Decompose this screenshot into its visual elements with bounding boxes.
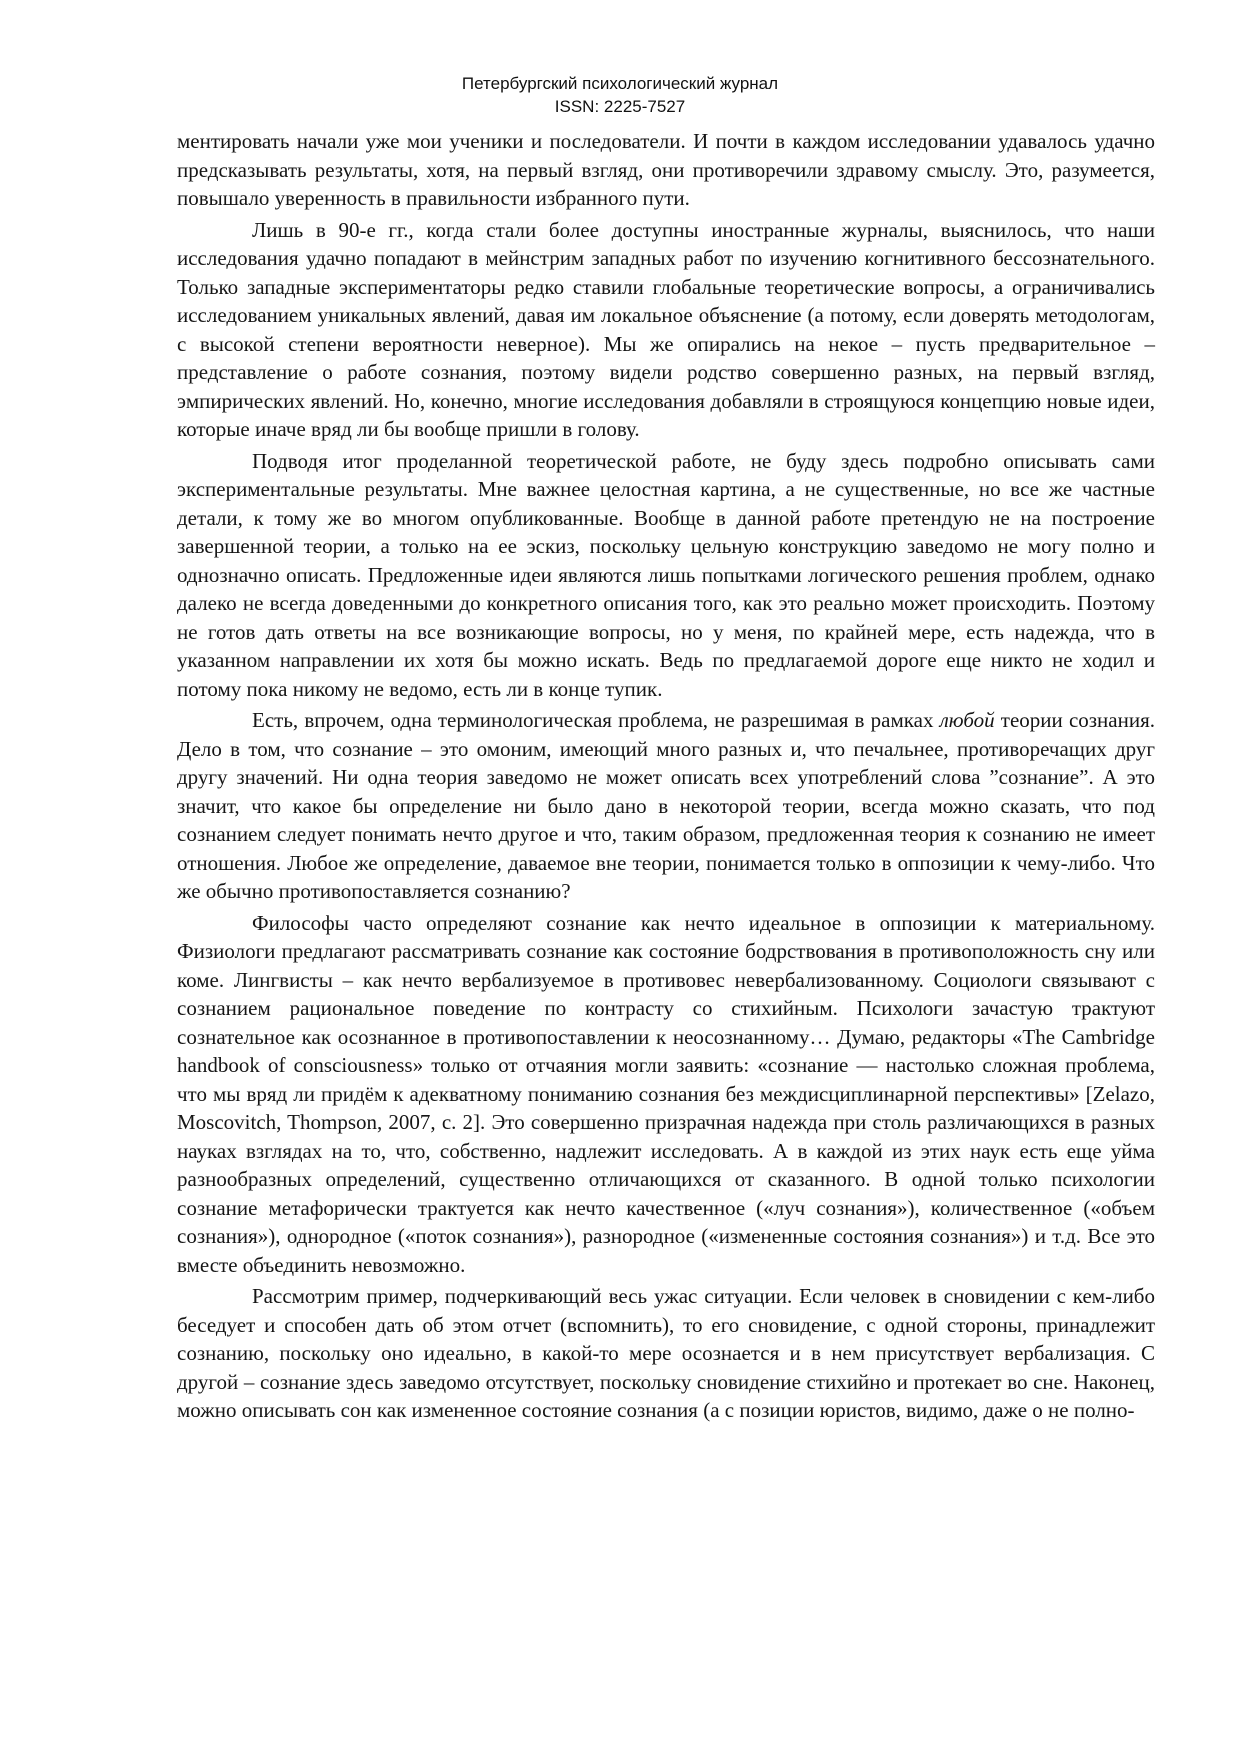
paragraph-continuation: ментировать начали уже мои ученики и последователи. И почти в каждом исследовании удавалось удачно предсказывать результаты, хотя, на первый взгляд, они противоречили здравому смыслу. Это, разумеется, повышало уверенность в правильности избранного пути. — [177, 129, 1155, 210]
running-header — [0, 72, 1240, 118]
paragraph-text-after: теории сознания. Дело в том, что сознание – это омоним, имеющий много разных и, что печальнее, противоречащих друг другу значений. Ни одна теория заведомо не может описать всех употреблений слова ”сознание”. А это значит, что какое бы определение ни было дано в некоторой теории, всегда можно сказать, что под сознанием следует понимать нечто другое и что, таким образом, предложенная теория к сознанию не имеет отношения. Любое же определение, даваемое вне теории, понимается только в оппозиции к чему-либо. Что же обычно противопоставляется сознанию? — [177, 708, 1156, 903]
paragraph-theoretical-summary: Подводя итог проделанной теоретической работе, не буду здесь подробно описывать сами экспериментальные результаты. Мне важнее целостная картина, а не существенные, но все же частные детали, к тому же во многом опубликованные. Вообще в данной работе претендую не на построение завершенной теории, а только на ее эскиз, поскольку цельную конструкцию заведомо не могу полно и однозначно описать. Предложенные идеи являются лишь попытками логического решения проблем, однако далеко не всегда доведенными до конкретного описания того, как это реально может происходить. Поэтому не готов дать ответы на все возникающие вопросы, но у меня, по крайней мере, есть надежда, что в указанном направлении их хотя бы можно искать. Ведь по предлагаемой дороге еще никто не ходил и потому пока никому не ведомо, есть ли в конце тупик. — [177, 448, 1155, 701]
paragraph-dream-example: Рассмотрим пример, подчеркивающий весь ужас ситуации. Если человек в сновидении с кем-либо беседует и способен дать об этом отчет (вспомнить), то его сновидение, с одной стороны, принадлежит сознанию, поскольку оно идеально, в какой-то мере осознается и в нем присутствует вербализация. С другой – сознание здесь заведомо отсутствует, поскольку сновидение стихийно и протекает во сне. Наконец, можно описывать сон как измененное состояние сознания (а с позиции юристов, видимо, даже о не полно- — [177, 1284, 1155, 1422]
paragraph-terminology-problem — [177, 706, 1155, 906]
emphasis-word: любой — [939, 708, 995, 732]
paragraph-text-before: Есть, впрочем, одна терминологическая проблема, не разрешимая в рамках — [252, 708, 940, 732]
paragraph-western-research: Лишь в 90-е гг., когда стали более доступны иностранные журналы, выяснилось, что наши исследования удачно попадают в мейнстрим западных работ по изучению когнитивного бессознательного. Только западные экспериментаторы редко ставили глобальные теоретические вопросы, а ограничивались исследованием уникальных явлений, давая им локальное объяснение (а потому, если доверять методологам, с высокой степени вероятности неверное). Мы же опирались на некое – пусть предварительное – представление о работе сознания, поэтому видели родство совершенно разных, на первый взгляд, эмпирических явлений. Но, конечно, многие исследования добавляли в строящуюся концепцию новые идеи, которые иначе вряд ли бы вообще пришли в голову. — [177, 217, 1155, 441]
article-body — [177, 127, 1155, 1425]
paragraph-definitions: Философы часто определяют сознание как нечто идеальное в оппозиции к материальному. Физиологи предлагают рассматривать сознание как состояние бодрствования в противоположность сну или коме. Лингвисты – как нечто вербализуемое в противовес невербализованному. Социологи связывают с сознанием рациональное поведение по контрасту со стихийным. Психологи зачастую трактуют сознательное как осознанное в противопоставлении к неосознанному… Думаю, редакторы «The Cambridge handbook of consciousness» только от отчаяния могли заявить: «сознание — настолько сложная проблема, что мы вряд ли придём к адекватному пониманию сознания без междисциплинарной перспективы» [Zelazo, Moscovitch, Thompson, 2007, с. 2]. Это совершенно призрачная надежда при столь различающихся в разных науках взглядах на то, что, собственно, надлежит исследовать. А в каждой из этих наук есть еще уйма разнообразных определений, существенно отличающихся от сказанного. В одной только психологии сознание метафорически трактуется как нечто качественное («луч сознания»), количественное («объем сознания»), однородное («поток сознания»), разнородное («измененные состояния сознания») и т.д. Все это вместе объединить невозможно. — [177, 910, 1155, 1277]
journal-title: Петербургский психологический журнал — [461, 74, 779, 93]
journal-issn: ISSN: 2225-7527 — [554, 97, 686, 116]
